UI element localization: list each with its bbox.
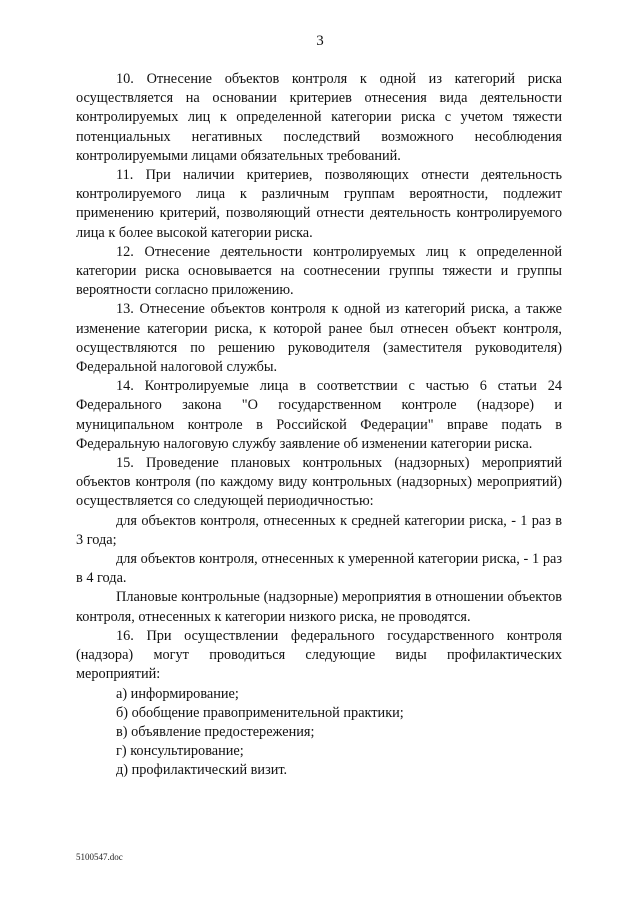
paragraph-12: 12. Отнесение деятельности контролируемых лиц к определенной категории риска основывается на соотнесении группы тяжести и группы вероятности согласно приложению. [76,243,562,299]
list-item-v: в) объявление предостережения; [116,723,315,740]
list-item-b: б) обобщение правоприменительной практики; [116,704,404,721]
paragraph-14: 14. Контролируемые лица в соответствии с частью 6 статьи 24 Федерального закона "О государственном контроле (надзоре) и муниципальном контроле в Российской Федерации" вправе подать в Федеральную налоговую службу заявление об изменении категории риска. [76,378,562,452]
file-name-footer: 5100547.doc [76,852,123,862]
list-item-a: а) информирование; [116,685,239,702]
paragraph-15: 15. Проведение плановых контрольных (надзорных) мероприятий объектов контроля (по каждому виду контрольных (надзорных) мероприятий) осуществляется со следующей периодичностью: [76,455,562,510]
list-item-g: г) консультирование; [116,743,244,760]
paragraph-11: 11. При наличии критериев, позволяющих отнести деятельность контролируемого лица к различным группам вероятности, подлежит применению критерий, позволяющий отнести деятельность контролируемого лица к более высокой категории риска. [76,167,562,241]
paragraph-15-moderate-risk: для объектов контроля, отнесенных к умеренной категории риска, - 1 раз в 4 года. [76,551,562,587]
list-item-d: д) профилактический визит. [116,762,288,779]
paragraph-13: 13. Отнесение объектов контроля к одной из категорий риска, а также изменение категории риска, к которой ранее был отнесен объект контроля, осуществляются по решению руководителя (заместителя руководителя) Федеральной налоговой службы. [76,301,562,376]
paragraph-16: 16. При осуществлении федерального государственного контроля (надзора) могут проводиться следующие виды профилактических мероприятий: [76,627,562,683]
paragraph-15-low-risk: Плановые контрольные (надзорные) мероприятия в отношении объектов контроля, отнесенных к категории низкого риска, не проводятся. [76,589,562,625]
document-body [76,70,562,781]
page-number: 3 [316,33,324,49]
paragraph-10: 10. Отнесение объектов контроля к одной из категорий риска осуществляется на основании критериев отнесения вида деятельности контролируемых лиц к определенной категории риска с учетом тяжести потенциальных негативных последствий возможного несоблюдения контролируемыми лицами обязательных требований. [76,71,562,164]
paragraph-15-medium-risk: для объектов контроля, отнесенных к средней категории риска, - 1 раз в 3 года; [76,512,562,548]
